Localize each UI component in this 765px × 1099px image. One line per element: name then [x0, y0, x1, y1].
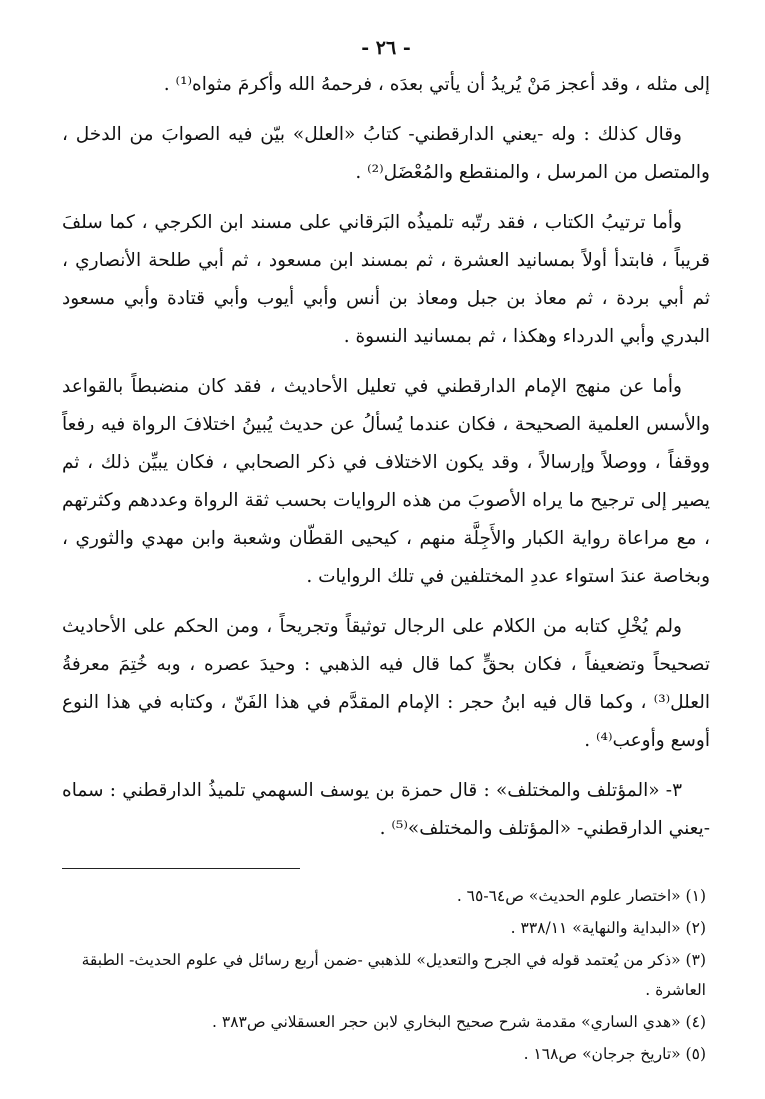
footnote-3: (٣) «ذكر من يُعتمد قوله في الجرح والتعديل» للذهبي -ضمن أربع رسائل في علوم الحديث- الطبقة العاشرة . — [81, 951, 706, 999]
paragraph-3: وأما ترتيبُ الكتاب ، فقد رتّبه تلميذُه البَرقاني على مسند ابن الكرجي ، كما سلفَ قريباً ، فابتدأ أولاً بمسانيد العشرة ، ثم بمسند ابن مسعود ، ثم أبي طلحة الأنصاري ، ثم أبي بردة ، ثم معاذ بن جبل ومعاذ بن أنس وأبي أيوب وأبي قتادة وأبي مسعود البدري وأبي الدرداء وهكذا ، ثم بمسانيد النسوة . — [62, 212, 710, 347]
paragraph-5: ولم يُخْلِ كتابه من الكلام على الرجال توثيقاً وتجريحاً ، ومن الحكم على الأحاديث تصحيحاً وتضعيفاً ، فكان بحقٍّ كما قال فيه الذهبي : وحيدَ عصره ، وبه خُتِمَ معرفةُ العلل⁽³⁾ ، وكما قال فيه ابنُ حجر : الإمام المقدَّم في هذا الفَنّ ، وكتابه في هذا النوع أوسع وأوعب⁽⁴⁾ . — [62, 616, 710, 751]
footnotes — [62, 881, 710, 1069]
footnote-divider — [62, 868, 710, 869]
paragraph-2: وقال كذلك : وله -يعني الدارقطني- كتابُ «العلل» بيّن فيه الصوابَ من الدخل ، والمتصل من المرسل ، والمنقطع والمُعْضَل⁽²⁾ . — [62, 124, 710, 183]
footnote-1: (١) «اختصار علوم الحديث» ص٦٤-٦٥ . — [456, 887, 706, 905]
book-page — [62, 36, 710, 1076]
page-number: - ٢٦ - — [361, 37, 411, 59]
footnote-2: (٢) «البداية والنهاية» ٣٣٨/١١ . — [510, 919, 706, 937]
footnote-5: (٥) «تاريخ جرجان» ص١٦٨ . — [523, 1045, 706, 1063]
paragraph-4: وأما عن منهج الإمام الدارقطني في تعليل الأحاديث ، فقد كان منضبطاً بالقواعد والأسس العلمية الصحيحة ، فكان عندما يُسألُ عن حديث يُبينُ اختلافَ الرواة فيه رفعاً ووقفاً ، ووصلاً وإرسالاً ، وقد يكون الاختلاف في ذكر الصحابي ، فكان يبيِّن ذلك ، ثم يصير إلى ترجيح ما يراه الأصوبَ من هذه الروايات بحسب ثقة الرواة وعددهم وكثرتهم ، مع مراعاة رواية الكبار والأَجِلَّة منهم ، كيحيى القطّان وشعبة وابن مهدي والثوري ، وبخاصة عندَ استواء عددِ المختلفين في تلك الروايات . — [62, 376, 710, 587]
footnote-4: (٤) «هدي الساري» مقدمة شرح صحيح البخاري لابن حجر العسقلاني ص٣٨٣ . — [212, 1013, 706, 1031]
paragraph-6: ٣- «المؤتلف والمختلف» : قال حمزة بن يوسف السهمي تلميذُ الدارقطني : سماه -يعني الدارقطني- «المؤتلف والمختلف»⁽⁵⁾ . — [62, 780, 710, 839]
paragraph-1: إلى مثله ، وقد أعجز مَنْ يُريدُ أن يأتي بعدَه ، فرحمهُ الله وأكرمَ مثواه⁽¹⁾ . — [163, 74, 710, 95]
